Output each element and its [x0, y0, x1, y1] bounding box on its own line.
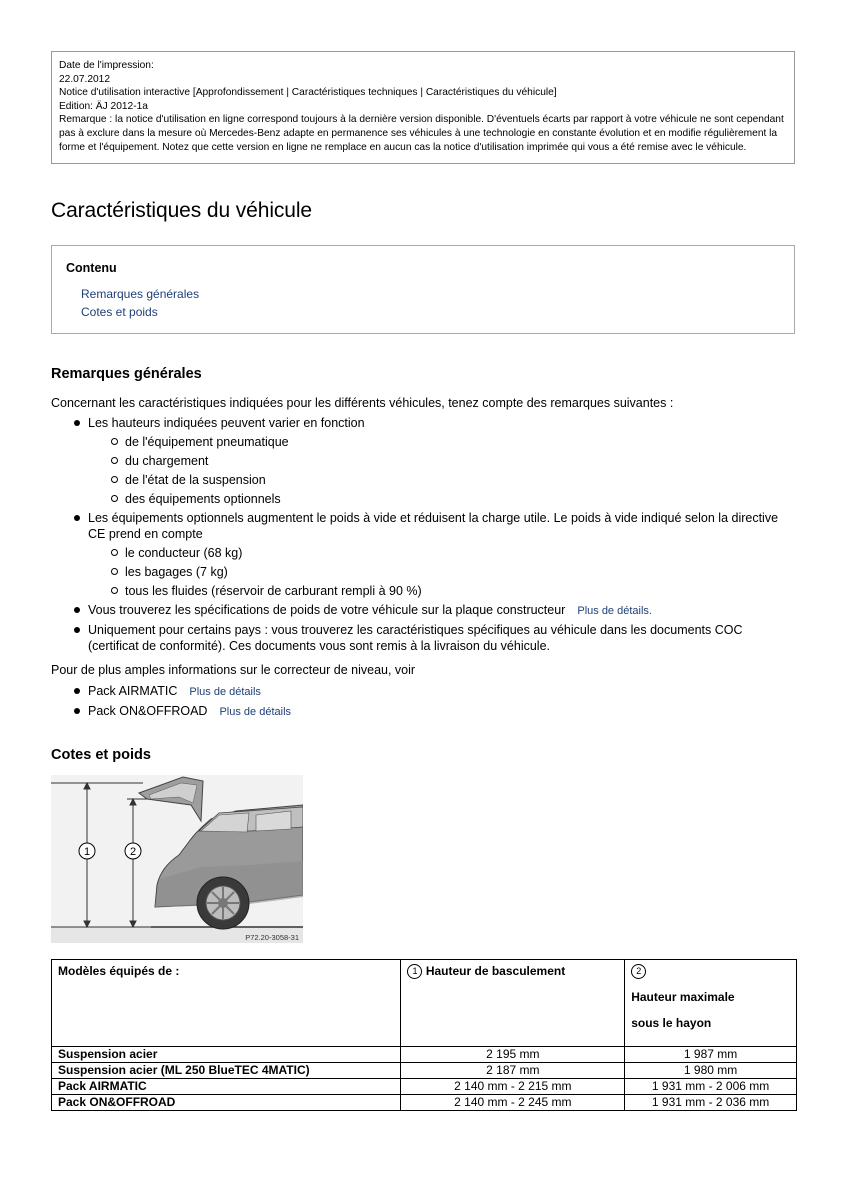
- cell-max-height: 1 931 mm - 2 006 mm: [625, 1079, 797, 1095]
- list-item-text: Pack AIRMATIC: [88, 684, 178, 698]
- sub-list-item: de l'état de la suspension: [88, 472, 796, 488]
- table-of-contents: [51, 245, 795, 334]
- online-manual-note: Remarque : la notice d'utilisation en ligne correspond toujours à la dernière version disponible. D'éventuels écarts par rapport à votre véhicule ne sont cependant pas à exclure dans la mesure où Mercedes-Benz adapte en permanence ses véhicules à une technologie en constante évolution et en modifie régulièrement la forme et l'équipement. Notez que cette version en ligne ne remplace en aucun cas la notice d'utilisation imprimée qui vous a été remise avec le véhicule.: [59, 114, 784, 153]
- cell-max-height: 1 980 mm: [625, 1063, 797, 1079]
- list-item-text: Les hauteurs indiquées peuvent varier en fonction: [88, 416, 365, 430]
- table-header-row: [52, 960, 797, 1047]
- print-date-label: Date de l'impression:: [59, 60, 154, 71]
- circled-1-icon: 1: [407, 964, 422, 979]
- header-tilt-height-label: Hauteur de basculement: [425, 964, 566, 978]
- cell-max-height: 1 931 mm - 2 036 mm: [625, 1095, 797, 1111]
- header-max-height-line2: sous le hayon: [631, 1016, 712, 1030]
- sub-list-item: le conducteur (68 kg): [88, 545, 796, 561]
- sub-list-item: du chargement: [88, 453, 796, 469]
- figure-code: P72.20-3058-31: [245, 933, 299, 942]
- list-item-text: Uniquement pour certains pays : vous trouverez les caractéristiques spécifiques au véhicule dans les documents COC (certificat de conformité). Ces documents vous sont remis à la livraison du véhicule.: [88, 623, 743, 653]
- leveling-note: Pour de plus amples informations sur le correcteur de niveau, voir: [51, 663, 416, 677]
- callout-1: 1: [83, 846, 91, 858]
- sub-list-item: de l'équipement pneumatique: [88, 434, 796, 450]
- header-max-height: [625, 960, 797, 1047]
- cell-tilt-height: 2 140 mm - 2 245 mm: [401, 1095, 625, 1111]
- cell-tilt-height: 2 187 mm: [401, 1063, 625, 1079]
- cell-model: Pack AIRMATIC: [52, 1079, 401, 1095]
- section-title-remarques: Remarques générales: [51, 366, 202, 382]
- table-row: [52, 1079, 797, 1095]
- toc-title: Contenu: [66, 261, 117, 275]
- circled-2-icon: 2: [631, 964, 646, 979]
- sub-list-item: les bagages (7 kg): [88, 564, 796, 580]
- callout-2: 2: [129, 846, 137, 858]
- sub-list-item: des équipements optionnels: [88, 491, 796, 507]
- list-item-text: Pack ON&OFFROAD: [88, 704, 208, 718]
- link-period: .: [648, 605, 652, 617]
- toc-link-remarques[interactable]: Remarques générales: [81, 287, 200, 301]
- more-details-link[interactable]: Plus de détails: [577, 605, 649, 617]
- document-path: Notice d'utilisation interactive [Approfondissement | Caractéristiques techniques | Caractéristiques du véhicule]: [59, 87, 557, 99]
- toc-link-cotes[interactable]: Cotes et poids: [81, 305, 158, 319]
- cell-model: Suspension acier: [52, 1047, 401, 1063]
- table-row: [52, 1063, 797, 1079]
- more-details-link[interactable]: Plus de détails: [219, 706, 292, 718]
- cell-model: Pack ON&OFFROAD: [52, 1095, 401, 1111]
- section-title-cotes: Cotes et poids: [51, 747, 151, 763]
- sub-list: [88, 545, 796, 599]
- leveling-list: [51, 683, 796, 723]
- cell-tilt-height: 2 140 mm - 2 215 mm: [401, 1079, 625, 1095]
- header-models-label: Modèles équipés de :: [58, 964, 180, 978]
- header-max-height-line1: Hauteur maximale: [631, 990, 735, 1004]
- print-info-box: [51, 51, 795, 164]
- list-item: [51, 510, 796, 599]
- table-row: [52, 1047, 797, 1063]
- vehicle-dimensions-figure: [51, 775, 303, 943]
- list-item: [51, 415, 796, 507]
- list-item: [51, 602, 796, 619]
- cell-model: Suspension acier (ML 250 BlueTEC 4MATIC): [52, 1063, 401, 1079]
- list-item: [51, 622, 796, 654]
- edition: Edition: ÄJ 2012-1a: [59, 100, 148, 112]
- header-tilt-height: [401, 960, 625, 1047]
- sub-list-item: tous les fluides (réservoir de carburant rempli à 90 %): [88, 583, 796, 599]
- cell-max-height: 1 987 mm: [625, 1047, 797, 1063]
- list-item: [51, 683, 796, 700]
- table-row: [52, 1095, 797, 1111]
- more-details-link[interactable]: Plus de détails: [189, 686, 261, 698]
- print-date: 22.07.2012: [59, 73, 110, 85]
- dimensions-table: [51, 959, 797, 1111]
- list-item-text: Les équipements optionnels augmentent le poids à vide et réduisent la charge utile. Le poids à vide indiqué selon la directive CE prend en compte: [88, 511, 779, 541]
- sub-list: [88, 434, 796, 507]
- list-item: [51, 703, 796, 720]
- vehicle-rear-illustration: [51, 775, 303, 943]
- header-models: [52, 960, 401, 1047]
- remarques-list: [51, 415, 796, 657]
- list-item-text: Vous trouverez les spécifications de poids de votre véhicule sur la plaque constructeur: [88, 603, 566, 617]
- cell-tilt-height: 2 195 mm: [401, 1047, 625, 1063]
- remarques-intro: Concernant les caractéristiques indiquées pour les différents véhicules, tenez compte des remarques suivantes :: [51, 396, 674, 410]
- page-title: Caractéristiques du véhicule: [51, 199, 313, 222]
